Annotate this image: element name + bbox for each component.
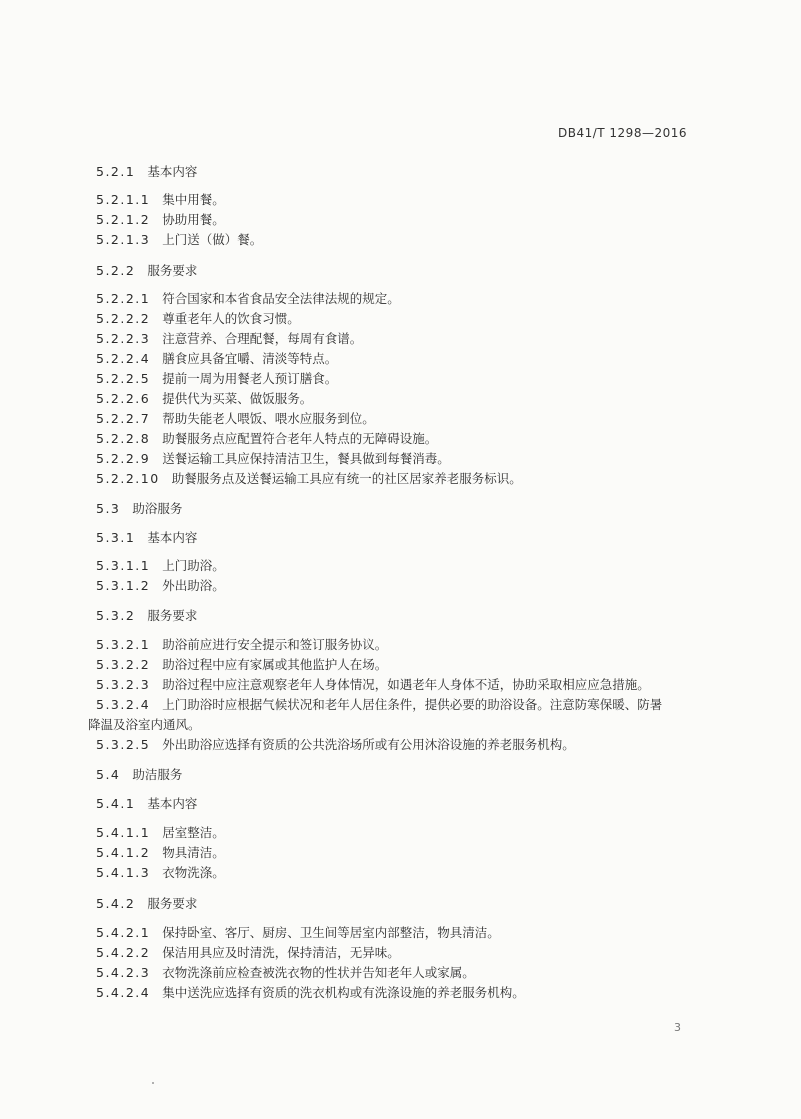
list-item: 5.3.2.2 助浴过程中应有家属或其他监护人在场。 [96, 657, 388, 672]
section-heading: 5.4.1 基本内容 [96, 796, 198, 811]
list-item: 5.4.1.1 居室整洁。 [96, 825, 225, 840]
list-item: 5.2.2.5 提前一周为用餐老人预订膳食。 [96, 371, 338, 386]
section-heading: 5.3.1 基本内容 [96, 530, 198, 545]
list-item: 5.2.2.1 符合国家和本省食品安全法律法规的规定。 [96, 291, 400, 306]
list-item: 5.3.1.2 外出助浴。 [96, 578, 225, 593]
list-item: 5.2.2.3 注意营养、合理配餐，每周有食谱。 [96, 331, 363, 346]
list-item: 5.2.2.10 助餐服务点及送餐运输工具应有统一的社区居家养老服务标识。 [96, 471, 522, 486]
list-item: 5.2.2.2 尊重老年人的饮食习惯。 [96, 311, 300, 326]
section-heading: 5.4.2 服务要求 [96, 896, 198, 911]
page-number: 3 [674, 1021, 681, 1034]
list-item: 5.4.2.2 保洁用具应及时清洗，保持清洁，无异味。 [96, 945, 400, 960]
list-item: 5.2.2.4 膳食应具备宜嚼、清淡等特点。 [96, 351, 338, 366]
section-heading: 5.3.2 服务要求 [96, 608, 198, 623]
section-heading: 5.3 助浴服务 [96, 501, 183, 516]
list-item: 5.3.1.1 上门助浴。 [96, 558, 225, 573]
list-item: 5.3.2.4 上门助浴时应根据气候状况和老年人居住条件，提供必要的助浴设备。注意防寒保暖、防暑 [96, 697, 663, 712]
list-item: 5.3.2.5 外出助浴应选择有资质的公共洗浴场所或有公用沐浴设施的养老服务机构。 [96, 737, 575, 752]
list-item: 5.3.2.3 助浴过程中应注意观察老年人身体情况，如遇老年人身体不适，协助采取相应应急措施。 [96, 677, 650, 692]
list-item: 5.2.1.1 集中用餐。 [96, 192, 225, 207]
list-item: 5.4.2.3 衣物洗涤前应检查被洗衣物的性状并告知老年人或家属。 [96, 965, 475, 980]
list-item: 5.2.2.9 送餐运输工具应保持清洁卫生，餐具做到每餐消毒。 [96, 451, 450, 466]
list-item: 5.4.2.4 集中送洗应选择有资质的洗衣机构或有洗涤设施的养老服务机构。 [96, 985, 525, 1000]
section-heading: 5.2.1 基本内容 [96, 164, 198, 179]
scan-speck [152, 1082, 154, 1084]
list-item: 5.2.1.2 协助用餐。 [96, 212, 225, 227]
list-item: 5.2.2.7 帮助失能老人喂饭、喂水应服务到位。 [96, 411, 375, 426]
list-item: 5.4.1.2 物具清洁。 [96, 845, 225, 860]
list-item: 5.2.1.3 上门送（做）餐。 [96, 232, 263, 247]
list-item: 5.4.2.1 保持卧室、客厅、厨房、卫生间等居室内部整洁，物具清洁。 [96, 925, 500, 940]
list-item-continuation: 降温及浴室内通风。 [88, 717, 201, 732]
section-heading: 5.4 助洁服务 [96, 767, 183, 782]
list-item: 5.3.2.1 助浴前应进行安全提示和签订服务协议。 [96, 637, 388, 652]
section-heading: 5.2.2 服务要求 [96, 263, 198, 278]
list-item: 5.2.2.8 助餐服务点应配置符合老年人特点的无障碍设施。 [96, 431, 438, 446]
standard-code: DB41/T 1298—2016 [557, 126, 687, 140]
list-item: 5.4.1.3 衣物洗涤。 [96, 865, 225, 880]
list-item: 5.2.2.6 提供代为买菜、做饭服务。 [96, 391, 313, 406]
